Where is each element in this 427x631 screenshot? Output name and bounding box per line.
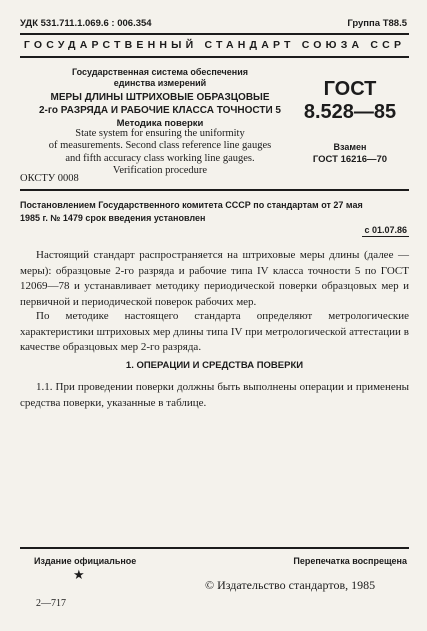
en-line-3: and fifth accuracy class working line gauges.: [65, 152, 255, 164]
replace-number: ГОСТ 16216—70: [312, 154, 388, 165]
system-line-1: Государственная система обеспечения: [72, 67, 248, 77]
title-line-3: Методика поверки: [116, 118, 204, 129]
section-heading: 1. ОПЕРАЦИИ И СРЕДСТВА ПОВЕРКИ: [125, 360, 304, 371]
paragraph-3: [20, 380, 409, 411]
star-icon: ★: [73, 567, 85, 582]
standard-line: ГОСУДАРСТВЕННЫЙ СТАНДАРТ СОЮЗА ССР: [23, 39, 406, 51]
footer-rule: [20, 547, 409, 549]
en-line-2: of measurements. Second class reference line gauges: [48, 140, 272, 152]
page-code: 2—717: [36, 598, 66, 609]
paragraph-1-text: Настоящий стандарт распространяется на штриховые меры длины (далее — меры): образцовые 2-го разряда и рабочие типа IV класса точности 5 по ГОСТ 12069—78 и устанавливает методику периодической поверки образцовых мер и первичной и периодической поверок рабочих мер.: [20, 249, 409, 308]
en-line-4: Verification procedure: [112, 165, 208, 177]
paragraph-1: [20, 248, 409, 310]
title-line-1: МЕРЫ ДЛИНЫ ШТРИХОВЫЕ ОБРАЗЦОВЫЕ: [50, 92, 270, 103]
decree-line-2: 1985 г. № 1479 срок введения установлен: [20, 213, 206, 223]
official-edition: Издание официальное: [34, 556, 137, 566]
gost-number: 8.528—85: [303, 101, 397, 123]
date-underline: [362, 236, 409, 237]
paragraph-2-text: По методике настоящего стандарта определяют метрологические характеристики штриховых мер длины типа IV при метрологической аттестации в качестве образцовых мер 2-го разряда.: [20, 310, 409, 354]
decree-date: с 01.07.86: [364, 225, 407, 235]
decree-text: [20, 199, 409, 225]
gost-label: ГОСТ: [323, 78, 377, 100]
reprint-prohibited: Перепечатка воспрещена: [293, 556, 407, 566]
header-rule-bottom: [20, 56, 409, 58]
udk-code: УДК 531.711.1.069.6 : 006.354: [20, 18, 152, 29]
replace-label: Взамен: [333, 142, 367, 152]
paragraph-2: [20, 309, 409, 356]
document-title: [30, 91, 290, 130]
okstu-code: ОКСТУ 0008: [20, 173, 79, 184]
system-title: [40, 67, 280, 89]
system-line-2: единства измерений: [113, 78, 207, 88]
english-title: [30, 128, 290, 178]
title-rule: [20, 189, 409, 191]
paragraph-3-text: 1.1. При проведении поверки должны быть выполнены операции и применены средства поверки, указанные в таблице.: [20, 381, 409, 409]
en-line-1: State system for ensuring the uniformity: [75, 128, 245, 139]
decree-line-1: Постановлением Государственного комитета СССР по стандартам от 27 мая: [20, 200, 363, 210]
group-code: Группа Т88.5: [347, 18, 407, 29]
header-rule-top: [20, 33, 409, 35]
copyright: © Издательство стандартов, 1985: [205, 578, 376, 592]
title-line-2: 2-го РАЗРЯДА И РАБОЧИЕ КЛАССА ТОЧНОСТИ 5: [39, 105, 281, 116]
